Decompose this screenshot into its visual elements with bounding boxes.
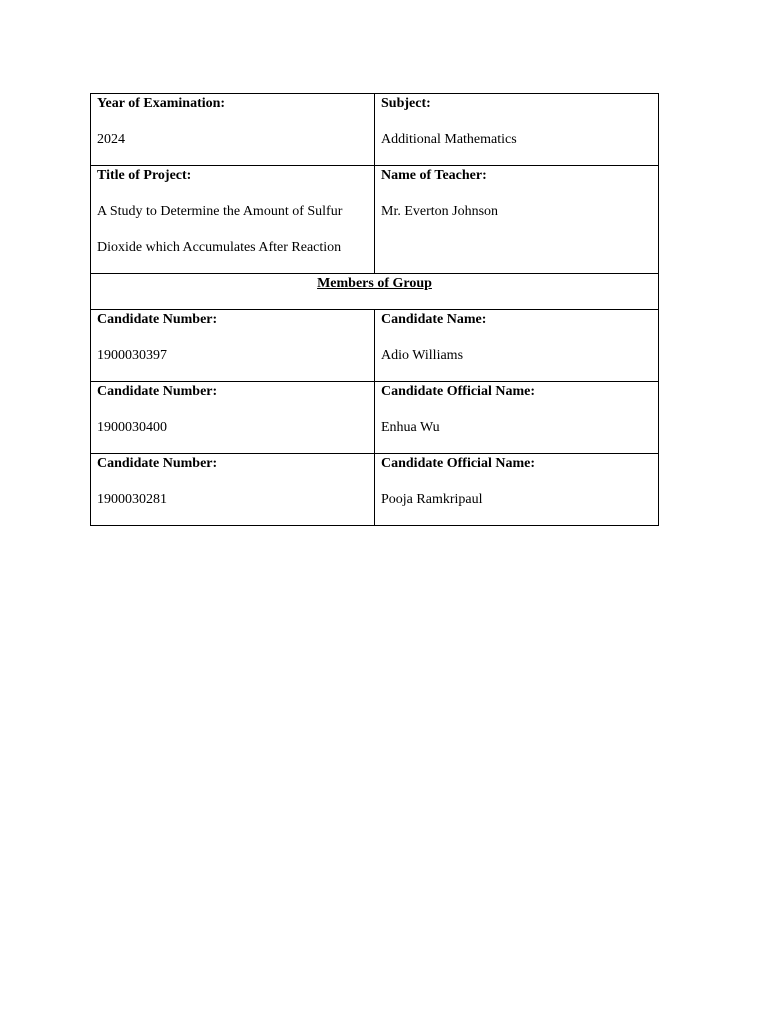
candidate-number-cell xyxy=(91,382,375,454)
project-cover-table xyxy=(90,93,659,526)
teacher-label: Name of Teacher: xyxy=(381,168,487,183)
candidate-name-cell xyxy=(375,382,659,454)
candidate-number-value: 1900030281 xyxy=(97,492,167,507)
candidate-name-value: Adio Williams xyxy=(381,348,464,363)
teacher-value: Mr. Everton Johnson xyxy=(381,204,499,219)
project-title-cell xyxy=(91,166,375,274)
member-row xyxy=(91,454,659,526)
year-of-examination-value: 2024 xyxy=(97,132,125,147)
members-heading-cell xyxy=(91,274,659,310)
candidate-number-cell xyxy=(91,310,375,382)
year-of-examination-cell xyxy=(91,94,375,166)
candidate-number-cell xyxy=(91,454,375,526)
members-heading-row xyxy=(91,274,659,310)
member-row xyxy=(91,382,659,454)
project-title-line-2: Dioxide which Accumulates After Reaction xyxy=(97,240,342,255)
candidate-number-label: Candidate Number: xyxy=(97,312,218,327)
subject-label: Subject: xyxy=(381,96,431,111)
project-title-label: Title of Project: xyxy=(97,168,192,183)
candidate-official-name-label: Candidate Official Name: xyxy=(381,456,535,471)
member-row xyxy=(91,310,659,382)
candidate-name-cell xyxy=(375,454,659,526)
candidate-number-label: Candidate Number: xyxy=(97,456,218,471)
candidate-name-value: Pooja Ramkripaul xyxy=(381,492,483,507)
teacher-cell xyxy=(375,166,659,274)
candidate-name-value: Enhua Wu xyxy=(381,420,440,435)
subject-cell xyxy=(375,94,659,166)
candidate-name-label: Candidate Name: xyxy=(381,312,487,327)
candidate-name-cell xyxy=(375,310,659,382)
candidate-number-value: 1900030400 xyxy=(97,420,167,435)
candidate-number-label: Candidate Number: xyxy=(97,384,218,399)
year-of-examination-label: Year of Examination: xyxy=(97,96,226,111)
subject-value: Additional Mathematics xyxy=(381,132,517,147)
exam-row xyxy=(91,94,659,166)
candidate-number-value: 1900030397 xyxy=(97,348,167,363)
project-title-line-1: A Study to Determine the Amount of Sulfur xyxy=(97,204,343,219)
candidate-official-name-label: Candidate Official Name: xyxy=(381,384,535,399)
project-row xyxy=(91,166,659,274)
project-title-value xyxy=(97,185,368,266)
members-of-group-heading: Members of Group xyxy=(317,276,432,291)
